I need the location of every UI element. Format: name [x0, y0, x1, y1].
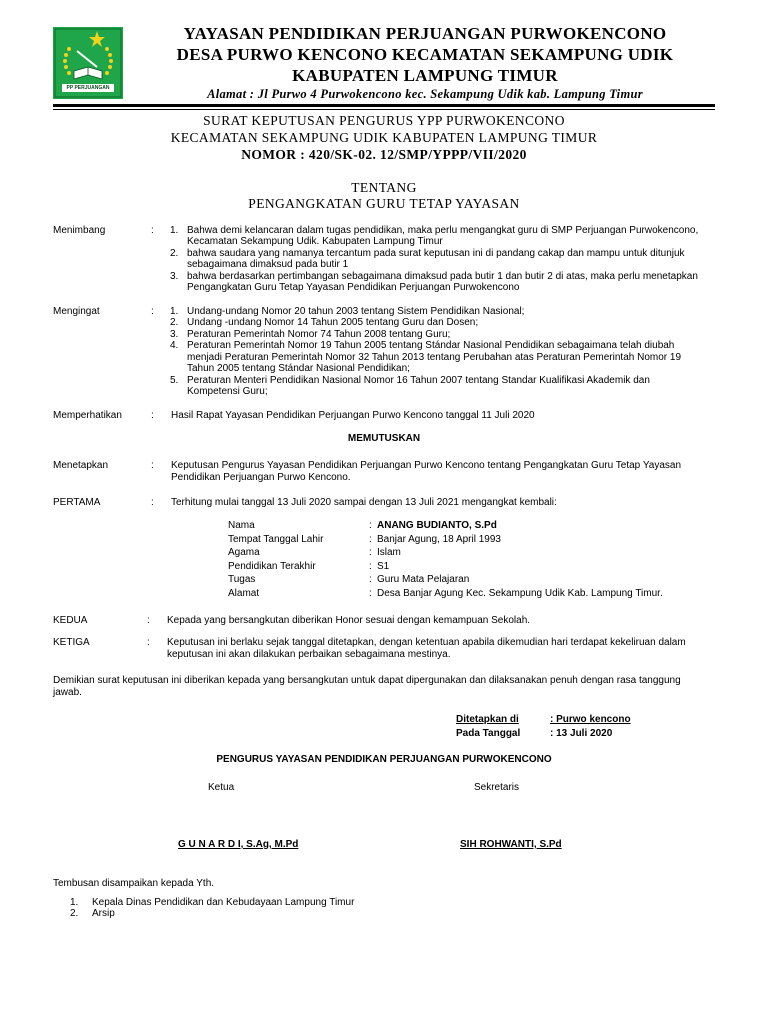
detail-label: Nama — [228, 520, 255, 531]
decree-subject: PENGANGKATAN GURU TETAP YAYASAN — [248, 196, 520, 211]
ketua-name: G U N A R D I, S.Ag, M.Pd — [178, 839, 299, 850]
closing-line-2: jawab. — [53, 687, 82, 698]
letterhead-rule-thick — [53, 104, 715, 107]
letterhead-line-2: DESA PURWO KENCONO KECAMATAN SEKAMPUNG UDIK — [176, 45, 674, 64]
ketiga-label: KETIGA — [53, 637, 90, 648]
tembusan-item: Arsip — [92, 908, 115, 919]
tembusan-item: Kepala Dinas Pendidikan dan Kebudayaan Lampung Timur — [92, 897, 355, 908]
signatory-organization: PENGURUS YAYASAN PENDIDIKAN PERJUANGAN PURWOKENCONO — [216, 754, 552, 765]
pertama-text: Terhitung mulai tanggal 13 Juli 2020 sampai dengan 13 Juli 2021 mengangkat kembali: — [171, 497, 557, 508]
tembusan-item-number: 2. — [70, 908, 79, 919]
memperhatikan-label: Memperhatikan — [53, 410, 122, 421]
menetapkan-colon: : — [151, 460, 154, 471]
letterhead-address: Alamat : Jl Purwo 4 Purwokencono kec. Sekampung Udik kab. Lampung Timur — [207, 87, 643, 101]
mengingat-item-3: Peraturan Pemerintah Nomor 74 Tahun 2008 tentang Guru; — [187, 329, 451, 340]
detail-colon: : — [369, 588, 372, 599]
appointee-name: ANANG BUDIANTO, S.Pd — [377, 520, 497, 531]
detail-colon: : — [369, 547, 372, 558]
menimbang-item-number: 1. — [170, 225, 179, 236]
ketiga-line-1: Keputusan ini berlaku sejak tanggal ditetapkan, dengan ketentuan apabila dikemudian hari terdapat kekeliruan dalam — [167, 637, 686, 648]
menetapkan-line-1: Keputusan Pengurus Yayasan Pendidikan Perjuangan Purwo Kencono tentang Pengangkatan Guru Tetap Yayasan — [171, 460, 682, 471]
ditetapkan-value: : Purwo kencono — [550, 714, 631, 725]
detail-value: Guru Mata Pelajaran — [377, 574, 470, 585]
menimbang-item-1-line-2: Kecamatan Sekampung Udik. Kabupaten Lampung Timur — [187, 236, 443, 247]
detail-colon: : — [369, 561, 372, 572]
decree-title-line-2: KECAMATAN SEKAMPUNG UDIK KABUPATEN LAMPUNG TIMUR — [170, 130, 598, 145]
detail-value: Desa Banjar Agung Kec. Sekampung Udik Kab. Lampung Timur. — [377, 588, 663, 599]
menimbang-item-number: 2. — [170, 248, 179, 259]
mengingat-item-4-line-3: Tahun 2005 tentang Stándar Nasional Pendidikan; — [187, 363, 410, 374]
mengingat-item-4-line-2: menjadi Peraturan Pemerintah Nomor 32 Tahun 2013 tentang Perubahan atas Peraturan Pemerintah Nomor 19 — [187, 352, 682, 363]
detail-label: Tempat Tanggal Lahir — [228, 534, 324, 545]
menimbang-label: Menimbang — [53, 225, 106, 236]
menimbang-item-3-line-2: Pengangkatan Guru Tetap Yayasan Pendidikan Perjuangan Purwokencono — [187, 282, 520, 293]
pertama-colon: : — [151, 497, 154, 508]
detail-label: Pendidikan Terakhir — [228, 561, 316, 572]
mengingat-item-number: 5. — [170, 375, 179, 386]
ditetapkan-label: Ditetapkan di — [456, 714, 519, 725]
sekretaris-title: Sekretaris — [474, 782, 520, 793]
pertama-label: PERTAMA — [53, 497, 101, 508]
mengingat-item-4-line-1: Peraturan Pemerintah Nomor 19 Tahun 2005 tentang Stándar Nasional Pendidikan sebagaimana telah diubah — [187, 340, 675, 351]
mengingat-item-2: Undang -undang Nomor 14 Tahun 2005 tentang Guru dan Dosen; — [187, 317, 479, 328]
ketiga-line-2: keputusan ini akan dilakukan perbaikan sebagaimana mestinya. — [167, 649, 451, 660]
mengingat-item-number: 1. — [170, 306, 179, 317]
logo-ribbon-text: PP PERJUANGAN — [66, 85, 110, 91]
detail-label: Alamat — [228, 588, 260, 599]
mengingat-colon: : — [151, 306, 154, 317]
mengingat-item-1: Undang-undang Nomor 20 tahun 2003 tentang Sistem Pendidikan Nasional; — [187, 306, 525, 317]
kedua-colon: : — [147, 615, 150, 626]
mengingat-item-5-line-1: Peraturan Menteri Pendidikan Nasional Nomor 16 Tahun 2007 tentang Standar Kualifikasi Akademik dan — [187, 375, 650, 386]
menimbang-item-3-line-1: bahwa berdasarkan pertimbangan sebagaimana dimaksud pada butir 1 dan butir 2 di atas, maka perlu menetapkan — [187, 271, 698, 282]
detail-colon: : — [369, 520, 372, 531]
detail-value: Banjar Agung, 18 April 1993 — [377, 534, 501, 545]
ketiga-colon: : — [147, 637, 150, 648]
tanggal-label: Pada Tanggal — [456, 728, 521, 739]
decree-number: NOMOR : 420/SK-02. 12/SMP/YPPP/VII/2020 — [241, 147, 527, 162]
menimbang-colon: : — [151, 225, 154, 236]
menetapkan-line-2: Pendidikan Perjuangan Purwo Kencono. — [171, 472, 351, 483]
detail-colon: : — [369, 534, 372, 545]
menimbang-item-number: 3. — [170, 271, 179, 282]
tanggal-value: : 13 Juli 2020 — [550, 728, 613, 739]
detail-label: Agama — [228, 547, 260, 558]
kedua-text: Kepada yang bersangkutan diberikan Honor sesuai dengan kemampuan Sekolah. — [167, 615, 531, 626]
closing-line-1: Demikian surat keputusan ini diberikan kepada yang bersangkutan untuk dapat dipergunakan dan dilaksanakan penuh dengan rasa tanggung — [53, 675, 681, 686]
memperhatikan-text: Hasil Rapat Yayasan Pendidikan Perjuangan Purwo Kencono tanggal 11 Juli 2020 — [171, 410, 535, 421]
tentang-heading: TENTANG — [351, 180, 417, 195]
memperhatikan-colon: : — [151, 410, 154, 421]
mengingat-item-number: 4. — [170, 340, 179, 351]
letterhead-line-1: YAYASAN PENDIDIKAN PERJUANGAN PURWOKENCONO — [183, 24, 667, 43]
letterhead-rule-thin — [53, 109, 715, 110]
detail-value: S1 — [377, 561, 390, 572]
kedua-label: KEDUA — [53, 615, 88, 626]
ketua-title: Ketua — [208, 782, 235, 793]
sekretaris-name: SIH ROHWANTI, S.Pd — [460, 839, 562, 850]
menetapkan-label: Menetapkan — [53, 460, 109, 471]
detail-value: Islam — [377, 547, 401, 558]
letterhead-line-3: KABUPATEN LAMPUNG TIMUR — [292, 66, 558, 85]
menimbang-item-2-line-1: bahwa saudara yang namanya tercantum pada surat keputusan ini di pandang cakap dan mampu untuk ditunjuk — [187, 248, 685, 259]
mengingat-item-5-line-2: Kompetensi Guru; — [187, 386, 268, 397]
mengingat-item-number: 2. — [170, 317, 179, 328]
memutuskan-heading: MEMUTUSKAN — [347, 433, 421, 444]
detail-label: Tugas — [228, 574, 256, 585]
decree-title-line-1: SURAT KEPUTUSAN PENGURUS YPP PURWOKENCONO — [203, 113, 565, 128]
mengingat-item-number: 3. — [170, 329, 179, 340]
tembusan-heading: Tembusan disampaikan kepada Yth. — [53, 878, 215, 889]
tembusan-item-number: 1. — [70, 897, 79, 908]
mengingat-label: Mengingat — [53, 306, 100, 317]
menimbang-item-2-line-2: sebagaimana dimaksud pada butir 1 — [187, 259, 349, 270]
menimbang-item-1-line-1: Bahwa demi kelancaran dalam tugas pendidikan, maka perlu mengangkat guru di SMP Perjuangan Purwokencono, — [187, 225, 699, 236]
detail-colon: : — [369, 574, 372, 585]
